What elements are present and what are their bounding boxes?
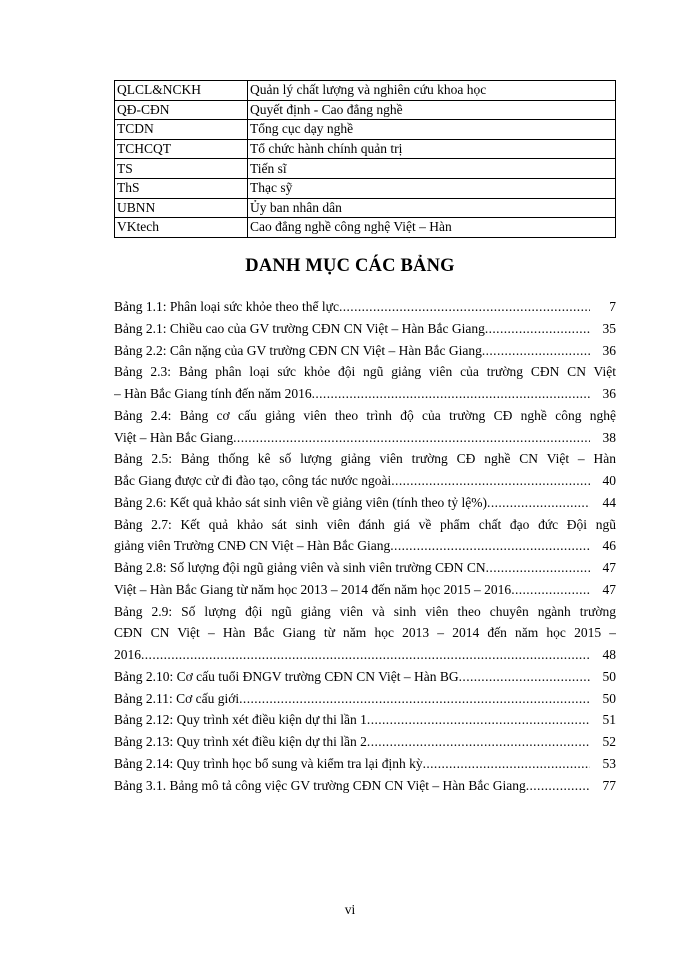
table-row <box>115 159 616 179</box>
toc-page-number: 38 <box>602 429 616 445</box>
toc-entry[interactable] <box>114 666 616 688</box>
abbreviation-cell: UBNN <box>115 198 248 218</box>
meaning-cell: Ủy ban nhân dân <box>248 198 616 218</box>
toc-page-number: 47 <box>602 581 616 597</box>
toc-entry-text: Bảng 2.13: Quy trình xét điều kiện dự thi lần 2 ..... <box>114 731 590 753</box>
table-row <box>115 178 616 198</box>
toc-entry[interactable] <box>114 601 616 623</box>
toc-entry-text: giảng viên Trường CNĐ CN Việt – Hàn Bắc Giang ..... <box>114 535 590 557</box>
toc-entry-text: Bảng 1.1: Phân loại sức khỏe theo thể lực ..... <box>114 296 590 318</box>
toc-entry-text: Bảng 2.3: Bảng phân loại sức khỏe đội ngũ giảng viên của trường CĐN CN Việt <box>114 364 616 380</box>
toc-entry-text: Bảng 3.1. Bảng mô tả công việc GV trường CĐN CN Việt – Hàn Bắc Giang ..... <box>114 775 590 797</box>
toc-entry-text: Bảng 2.14: Quy trình học bổ sung và kiểm tra lại định kỳ ..... <box>114 753 590 775</box>
toc-entry-text: Bảng 2.5: Bảng thống kê số lượng giảng viên trường CĐ nghề CN Việt – Hàn <box>114 451 616 467</box>
meaning-cell: Quản lý chất lượng và nghiên cứu khoa học <box>248 81 616 101</box>
toc-entry[interactable] <box>114 361 616 383</box>
toc-entry[interactable] <box>114 579 616 601</box>
toc-entry[interactable] <box>114 622 616 644</box>
toc-entry-text: Việt – Hàn Bắc Giang từ năm học 2013 – 2014 đến năm học 2015 – 2016 ..... <box>114 579 590 601</box>
toc-entry-text: 2016 ..... <box>114 644 590 666</box>
table-row <box>115 218 616 238</box>
page-number: vi <box>344 902 356 917</box>
table-of-contents <box>114 296 616 796</box>
toc-entry[interactable] <box>114 383 616 405</box>
toc-entry[interactable] <box>114 644 616 666</box>
toc-page-number: 36 <box>602 386 616 401</box>
toc-entry[interactable] <box>114 492 616 514</box>
abbreviation-cell: TCHCQT <box>115 139 248 159</box>
toc-entry-text: CĐN CN Việt – Hàn Bắc Giang từ năm học 2013 – 2014 đến năm học 2015 – <box>114 625 616 641</box>
toc-entry[interactable] <box>114 427 616 449</box>
toc-entry-text: Bảng 2.12: Quy trình xét điều kiện dự thi lần 1 ..... <box>114 709 590 731</box>
meaning-cell: Tổ chức hành chính quản trị <box>248 139 616 159</box>
toc-entry-text: Bảng 2.10: Cơ cấu tuổi ĐNGV trường CĐN CN Việt – Hàn BG ..... <box>114 666 590 688</box>
toc-entry[interactable] <box>114 470 616 492</box>
toc-page-number: 48 <box>602 647 616 662</box>
toc-entry-text: Bảng 2.7: Kết quả khảo sát sinh viên đánh giá về phẩm chất đạo đức Đội ngũ <box>114 516 616 532</box>
toc-page-number: 35 <box>602 320 616 336</box>
abbreviation-cell: TCDN <box>115 120 248 140</box>
toc-page-number: 44 <box>602 494 616 510</box>
toc-entry[interactable] <box>114 688 616 710</box>
section-title: DANH MỤC CÁC BẢNG <box>245 256 455 276</box>
toc-entry[interactable] <box>114 296 616 318</box>
toc-page-number: 51 <box>602 712 616 728</box>
toc-page-number: 50 <box>602 690 616 706</box>
toc-page-number: 77 <box>602 777 616 793</box>
toc-page-number: 40 <box>602 473 616 488</box>
toc-page-number: 46 <box>602 538 616 554</box>
toc-entry[interactable] <box>114 775 616 797</box>
toc-page-number: 36 <box>602 342 616 358</box>
toc-entry[interactable] <box>114 340 616 362</box>
toc-entry-text: Bảng 2.1: Chiều cao của GV trường CĐN CN Việt – Hàn Bắc Giang ..... <box>114 318 590 340</box>
meaning-cell: Thạc sỹ <box>248 178 616 198</box>
abbreviation-cell: QĐ-CĐN <box>115 100 248 120</box>
table-row <box>115 120 616 140</box>
abbreviation-table <box>114 80 616 238</box>
toc-entry-text: Bảng 2.9: Số lượng đội ngũ giảng viên và sinh viên theo chuyên ngành trường <box>114 603 616 619</box>
toc-entry[interactable] <box>114 557 616 579</box>
table-row <box>115 100 616 120</box>
toc-page-number: 53 <box>602 755 616 771</box>
toc-entry[interactable] <box>114 709 616 731</box>
meaning-cell: Quyết định - Cao đẳng nghề <box>248 100 616 120</box>
toc-entry[interactable] <box>114 405 616 427</box>
abbreviation-cell: TS <box>115 159 248 179</box>
toc-entry[interactable] <box>114 318 616 340</box>
toc-entry[interactable] <box>114 514 616 536</box>
table-row <box>115 139 616 159</box>
toc-entry-text: Bảng 2.4: Bảng cơ cấu giảng viên theo trình độ của trường CĐ nghề công nghệ <box>114 407 616 423</box>
table-row <box>115 81 616 101</box>
toc-page-number: 52 <box>602 734 616 749</box>
toc-entry[interactable] <box>114 535 616 557</box>
toc-entry-text: Bảng 2.8: Số lượng đội ngũ giảng viên và sinh viên trường CĐN CN ..... <box>114 557 590 579</box>
toc-entry-text: Bảng 2.2: Cân nặng của GV trường CĐN CN Việt – Hàn Bắc Giang ..... <box>114 340 590 362</box>
table-row <box>115 198 616 218</box>
abbreviation-cell: QLCL&NCKH <box>115 81 248 101</box>
toc-page-number: 47 <box>602 560 616 575</box>
toc-entry-text: Bắc Giang được cử đi đào tạo, công tác nước ngoài ..... <box>114 470 590 492</box>
abbreviation-cell: ThS <box>115 178 248 198</box>
toc-entry-text: Bảng 2.11: Cơ cấu giới ..... <box>114 688 590 710</box>
toc-page-number: 50 <box>602 668 616 684</box>
toc-entry-text: Việt – Hàn Bắc Giang ..... <box>114 427 590 449</box>
toc-entry-text: Bảng 2.6: Kết quả khảo sát sinh viên về giảng viên (tính theo tỷ lệ%) ..... <box>114 492 590 514</box>
toc-page-number: 7 <box>609 299 616 314</box>
meaning-cell: Cao đẳng nghề công nghệ Việt – Hàn <box>248 218 616 238</box>
toc-entry[interactable] <box>114 448 616 470</box>
abbreviation-cell: VKtech <box>115 218 248 238</box>
toc-entry[interactable] <box>114 731 616 753</box>
toc-entry[interactable] <box>114 753 616 775</box>
meaning-cell: Tiến sĩ <box>248 159 616 179</box>
toc-entry-text: – Hàn Bắc Giang tính đến năm 2016 ..... <box>114 383 590 405</box>
meaning-cell: Tổng cục dạy nghề <box>248 120 616 140</box>
